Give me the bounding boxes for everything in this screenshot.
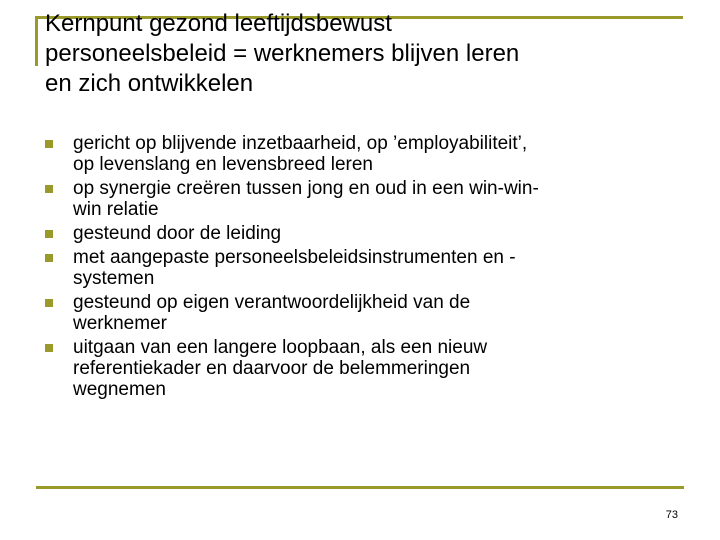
frame-left-rule: [35, 16, 38, 66]
bullet-item: [45, 178, 665, 220]
page-number: 73: [665, 509, 678, 521]
bullet-item: [45, 223, 665, 244]
bullet-text-line: gesteund op eigen verantwoordelijkheid van de: [73, 292, 471, 313]
square-bullet-icon: [45, 254, 53, 262]
bullet-text-line: wegnemen: [73, 379, 166, 400]
bullet-item: [45, 337, 665, 400]
bullet-text-line: gericht op blijvende inzetbaarheid, op ’employabiliteit’,: [73, 133, 528, 154]
square-bullet-icon: [45, 230, 53, 238]
bullet-item: [45, 133, 665, 175]
bullet-text-line: op synergie creëren tussen jong en oud in een win-win-: [73, 178, 539, 199]
bullet-text-line: systemen: [73, 268, 155, 289]
bullet-text-line: uitgaan van een langere loopbaan, als een nieuw: [73, 337, 488, 358]
bullet-item: [45, 247, 665, 289]
title-line: personeelsbeleid = werknemers blijven leren: [45, 40, 520, 67]
bullet-item: [45, 292, 665, 334]
title-line: Kernpunt gezond leeftijdsbewust: [45, 10, 392, 37]
square-bullet-icon: [45, 140, 53, 148]
square-bullet-icon: [45, 185, 53, 193]
title-line: en zich ontwikkelen: [45, 70, 254, 97]
bullet-text-line: met aangepaste personeelsbeleidsinstrumenten en -: [73, 247, 516, 268]
slide-title: [45, 9, 685, 99]
frame-bottom-rule: [36, 486, 684, 489]
bullet-text-line: gesteund door de leiding: [73, 223, 282, 244]
bullet-text-line: op levenslang en levensbreed leren: [73, 154, 373, 175]
bullet-list: [45, 133, 665, 403]
bullet-text-line: referentiekader en daarvoor de belemmeringen: [73, 358, 471, 379]
square-bullet-icon: [45, 344, 53, 352]
square-bullet-icon: [45, 299, 53, 307]
bullet-text-line: werknemer: [73, 313, 167, 334]
bullet-text-line: win relatie: [73, 199, 159, 220]
